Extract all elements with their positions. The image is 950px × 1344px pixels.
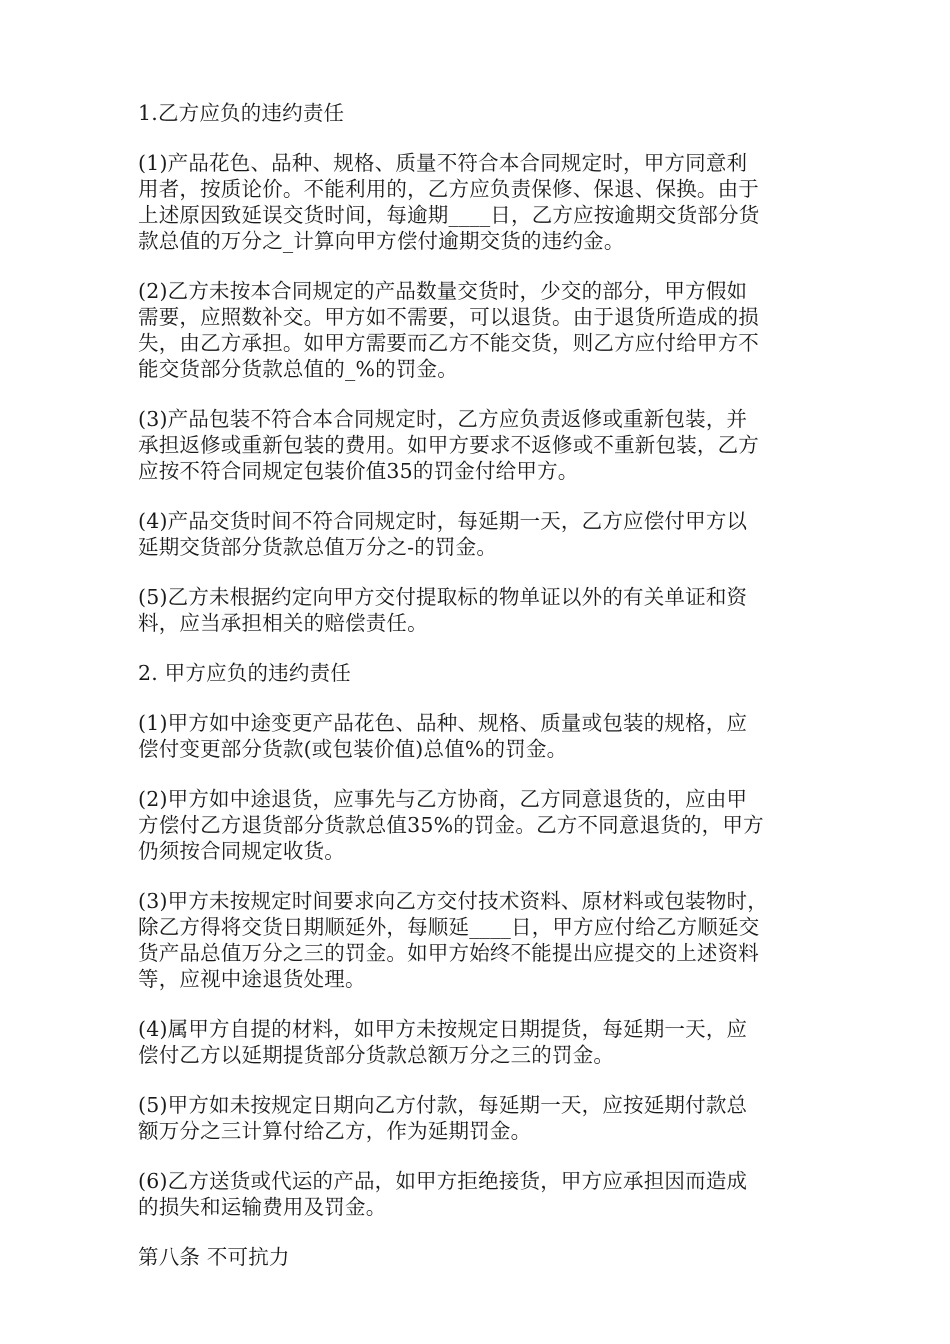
text-line: (1)甲方如中途变更产品花色、品种、规格、质量或包装的规格，应 bbox=[138, 711, 748, 735]
clause-a-4 bbox=[138, 1016, 816, 1068]
clause-b-2 bbox=[138, 278, 816, 382]
text-line: 承担返修或重新包装的费用。如甲方要求不返修或不重新包装，乙方 bbox=[138, 433, 759, 457]
text-line: 失，由乙方承担。如甲方需要而乙方不能交货，则乙方应付给甲方不 bbox=[138, 331, 759, 355]
clause-a-3 bbox=[138, 888, 816, 992]
text-line: (3)甲方未按规定时间要求向乙方交付技术资料、原材料或包装物时， bbox=[138, 889, 768, 913]
text-line: (6)乙方送货或代运的产品，如甲方拒绝接货，甲方应承担因而造成 bbox=[138, 1169, 748, 1193]
text-line: 用者，按质论价。不能利用的，乙方应负责保修、保退、保换。由于 bbox=[138, 177, 759, 201]
text-line: 货产品总值万分之三的罚金。如甲方始终不能提出应提交的上述资料 bbox=[138, 941, 759, 965]
text-line: 的损失和运输费用及罚金。 bbox=[138, 1195, 387, 1219]
text-line: (2)甲方如中途退货，应事先与乙方协商，乙方同意退货的，应由甲 bbox=[138, 787, 748, 811]
clause-a-2 bbox=[138, 786, 816, 864]
text-line: 第八条 不可抗力 bbox=[138, 1245, 290, 1269]
text-line: 方偿付乙方退货部分货款总值35%的罚金。乙方不同意退货的，甲方 bbox=[138, 813, 764, 837]
text-line: (2)乙方未按本合同规定的产品数量交货时，少交的部分，甲方假如 bbox=[138, 279, 748, 303]
text-line: 上述原因致延误交货时间，每逾期____日，乙方应按逾期交货部分货 bbox=[138, 203, 760, 227]
text-line: 延期交货部分货款总值万分之-的罚金。 bbox=[138, 535, 498, 559]
text-line: (1)产品花色、品种、规格、质量不符合本合同规定时，甲方同意利 bbox=[138, 151, 748, 175]
text-line: 1.乙方应负的违约责任 bbox=[138, 101, 345, 125]
clause-b-3 bbox=[138, 406, 816, 484]
text-line: 2. 甲方应负的违约责任 bbox=[138, 661, 351, 685]
text-line: (3)产品包装不符合本合同规定时，乙方应负责返修或重新包装，并 bbox=[138, 407, 748, 431]
text-line: 料，应当承担相关的赔偿责任。 bbox=[138, 611, 428, 635]
text-line: 应按不符合同规定包装价值35的罚金付给甲方。 bbox=[138, 459, 579, 483]
document-page bbox=[138, 100, 816, 1294]
clause-a-1 bbox=[138, 710, 816, 762]
text-line: 除乙方得将交货日期顺延外，每顺延____日，甲方应付给乙方顺延交 bbox=[138, 915, 760, 939]
text-line: 能交货部分货款总值的_%的罚金。 bbox=[138, 357, 458, 381]
text-line: (4)产品交货时间不符合同规定时，每延期一天，乙方应偿付甲方以 bbox=[138, 509, 748, 533]
text-line: 额万分之三计算付给乙方，作为延期罚金。 bbox=[138, 1119, 532, 1143]
clause-b-1 bbox=[138, 150, 816, 254]
clause-a-5 bbox=[138, 1092, 816, 1144]
text-line: 偿付变更部分货款(或包装价值)总值%的罚金。 bbox=[138, 737, 568, 761]
text-line: 等，应视中途退货处理。 bbox=[138, 967, 366, 991]
text-line: (4)属甲方自提的材料，如甲方未按规定日期提货，每延期一天，应 bbox=[138, 1017, 748, 1041]
text-line: 偿付乙方以延期提货部分货款总额万分之三的罚金。 bbox=[138, 1043, 615, 1067]
text-line: 仍须按合同规定收货。 bbox=[138, 839, 345, 863]
section-heading-party-b bbox=[138, 100, 816, 126]
text-line: 款总值的万分之_计算向甲方偿付逾期交货的违约金。 bbox=[138, 229, 625, 253]
section-heading-party-a bbox=[138, 660, 816, 686]
text-line: 需要，应照数补交。甲方如不需要，可以退货。由于退货所造成的损 bbox=[138, 305, 759, 329]
clause-b-5 bbox=[138, 584, 816, 636]
text-line: (5)甲方如未按规定日期向乙方付款，每延期一天，应按延期付款总 bbox=[138, 1093, 748, 1117]
clause-b-4 bbox=[138, 508, 816, 560]
article-heading bbox=[138, 1244, 816, 1270]
text-line: (5)乙方未根据约定向甲方交付提取标的物单证以外的有关单证和资 bbox=[138, 585, 748, 609]
clause-a-6 bbox=[138, 1168, 816, 1220]
